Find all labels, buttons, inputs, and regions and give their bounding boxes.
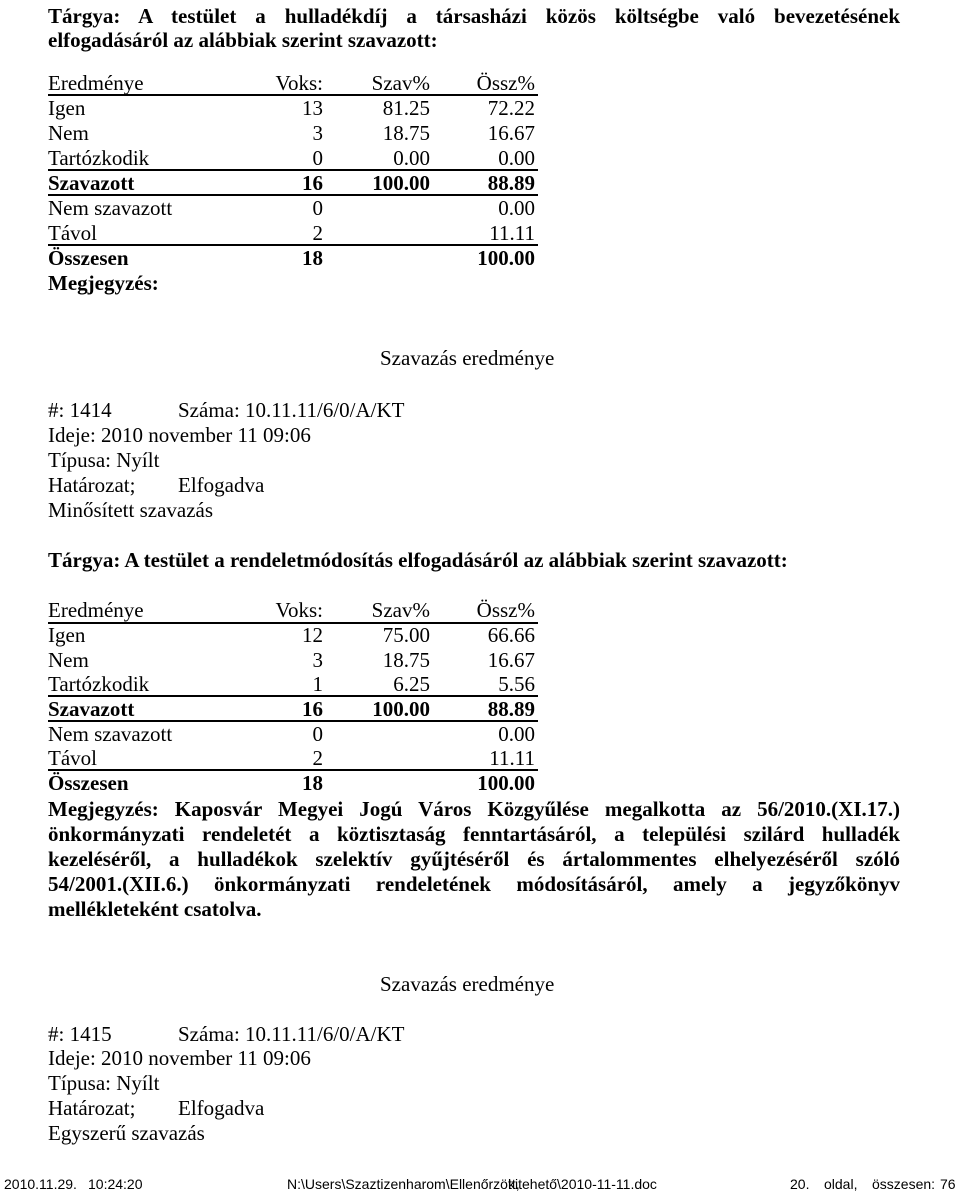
vote-result-heading: Szavazás eredménye xyxy=(380,346,555,370)
vote-type: Típusa: Nyílt xyxy=(48,448,160,472)
note-line: mellékleteként csatolva. xyxy=(48,897,262,921)
decision-value: Elfogadva xyxy=(178,1096,265,1120)
header-szav: Szav% xyxy=(371,598,430,622)
row-voks: 2 xyxy=(312,221,323,245)
vote-date: Ideje: 2010 november 11 09:06 xyxy=(48,1046,311,1070)
row-ossz: 0.00 xyxy=(498,146,535,170)
note-line: önkormányzati rendeletét a köztisztaság fenntartásáról, a települési szilárd hulladék xyxy=(48,822,900,846)
decision-value: Elfogadva xyxy=(178,473,265,497)
row-szav: 6.25 xyxy=(393,672,430,696)
header-voks: Voks: xyxy=(275,598,323,622)
row-ossz: 5.56 xyxy=(498,672,535,696)
decision-label: Határozat; xyxy=(48,473,136,497)
footer-date: 2010.11.29. xyxy=(4,1176,77,1192)
row-szav: 18.75 xyxy=(382,121,430,145)
row-ossz: 16.67 xyxy=(487,121,535,145)
subject-line-1: Tárgya: A testület a hulladékdíj a társasházi közös költségbe való bevezetésének xyxy=(48,4,900,28)
row-voks: 18 xyxy=(302,771,323,795)
row-label: Nem szavazott xyxy=(48,196,173,220)
row-label: Igen xyxy=(48,96,86,120)
row-ossz: 11.11 xyxy=(489,221,535,245)
row-label: Igen xyxy=(48,623,86,647)
footer-time: 10:24:20 xyxy=(88,1176,143,1192)
vote-number: Száma: 10.11.11/6/0/A/KT xyxy=(178,1022,405,1046)
row-label: Szavazott xyxy=(48,171,135,195)
row-voks: 3 xyxy=(312,648,323,672)
row-szav: 0.00 xyxy=(393,146,430,170)
row-voks: 18 xyxy=(302,246,323,270)
note-label: Megjegyzés: xyxy=(48,271,159,295)
footer-total-label: összesen: xyxy=(872,1176,936,1192)
row-voks: 1 xyxy=(312,672,323,696)
row-szav: 100.00 xyxy=(372,697,430,721)
row-ossz: 72.22 xyxy=(487,96,535,120)
row-label: Tartózkodik xyxy=(48,146,150,170)
row-voks: 13 xyxy=(302,96,323,120)
footer-file: kitehető\2010-11-11.doc xyxy=(508,1176,657,1192)
footer-total: 76 xyxy=(940,1176,956,1192)
note-line: kezeléséről, a hulladékok szelektív gyűjtéséről és ártalommentes elhelyezéséről szóló xyxy=(48,847,900,871)
row-ossz: 88.89 xyxy=(487,171,535,195)
row-ossz: 66.66 xyxy=(487,623,535,647)
header-voks: Voks: xyxy=(275,71,323,95)
row-ossz: 100.00 xyxy=(477,246,535,270)
header-eredmenye: Eredménye xyxy=(48,71,144,95)
row-ossz: 88.89 xyxy=(487,697,535,721)
row-label: Nem xyxy=(48,121,89,145)
note-line: Megjegyzés: Kaposvár Megyei Jogú Város Közgyűlése megalkotta az 56/2010.(XI.17.) xyxy=(48,797,900,821)
row-ossz: 16.67 xyxy=(487,648,535,672)
row-voks: 0 xyxy=(312,146,323,170)
header-szav: Szav% xyxy=(371,71,430,95)
header-ossz: Össz% xyxy=(476,598,535,622)
row-voks: 16 xyxy=(302,697,323,721)
vote-qualification: Minősített szavazás xyxy=(48,498,214,522)
footer-path: N:\Users\Szaztizenharom\Ellenőrzött, xyxy=(287,1176,520,1192)
row-voks: 12 xyxy=(302,623,323,647)
note-line: 54/2001.(XII.6.) önkormányzati rendeletének módosításáról, amely a jegyzőkönyv xyxy=(48,872,900,896)
footer-page-label: oldal, xyxy=(824,1176,858,1192)
row-ossz: 0.00 xyxy=(498,196,535,220)
row-label: Távol xyxy=(48,746,97,770)
row-voks: 0 xyxy=(312,196,323,220)
row-szav: 81.25 xyxy=(382,96,430,120)
vote-qualification: Egyszerű szavazás xyxy=(48,1121,205,1145)
row-ossz: 11.11 xyxy=(489,746,535,770)
row-voks: 3 xyxy=(312,121,323,145)
row-label: Távol xyxy=(48,221,97,245)
decision-label: Határozat; xyxy=(48,1096,136,1120)
vote-number: Száma: 10.11.11/6/0/A/KT xyxy=(178,398,405,422)
subject-line-2: elfogadásáról az alábbiak szerint szavazott: xyxy=(48,28,438,52)
vote-date: Ideje: 2010 november 11 09:06 xyxy=(48,423,311,447)
row-voks: 16 xyxy=(302,171,323,195)
row-voks: 2 xyxy=(312,746,323,770)
vote-result-heading: Szavazás eredménye xyxy=(380,972,555,996)
footer-page-number: 20. xyxy=(790,1176,810,1192)
vote-id: #: 1414 xyxy=(48,398,112,422)
row-label: Összesen xyxy=(48,771,129,795)
header-eredmenye: Eredménye xyxy=(48,598,144,622)
row-label: Nem xyxy=(48,648,89,672)
row-label: Szavazott xyxy=(48,697,135,721)
row-ossz: 0.00 xyxy=(498,722,535,746)
row-szav: 75.00 xyxy=(382,623,430,647)
row-ossz: 100.00 xyxy=(477,771,535,795)
vote-id: #: 1415 xyxy=(48,1022,112,1046)
row-szav: 18.75 xyxy=(382,648,430,672)
row-voks: 0 xyxy=(312,722,323,746)
vote-subject: Tárgya: A testület a rendeletmódosítás elfogadásáról az alábbiak szerint szavazott: xyxy=(48,548,788,572)
vote-type: Típusa: Nyílt xyxy=(48,1071,160,1095)
row-label: Tartózkodik xyxy=(48,672,150,696)
header-ossz: Össz% xyxy=(476,71,535,95)
row-label: Összesen xyxy=(48,246,129,270)
row-szav: 100.00 xyxy=(372,171,430,195)
row-label: Nem szavazott xyxy=(48,722,173,746)
